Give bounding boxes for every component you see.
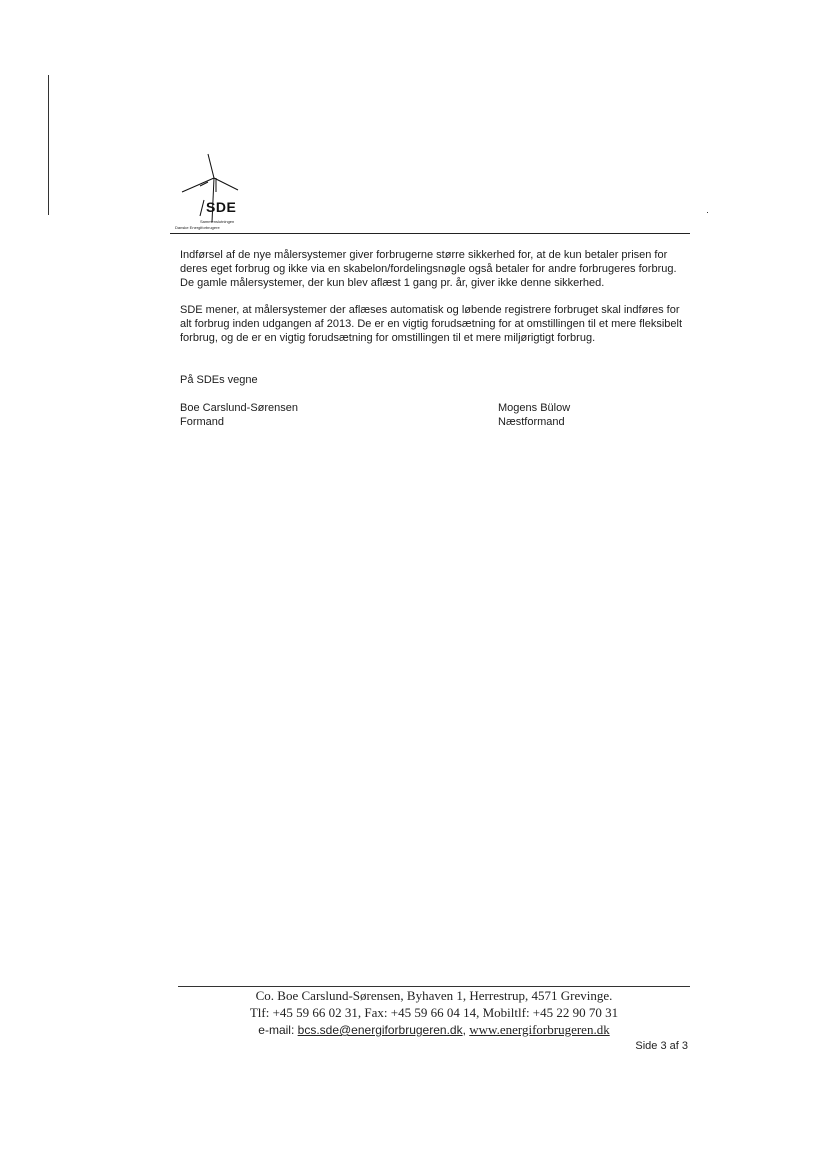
footer-divider xyxy=(178,986,690,987)
closing-line: På SDEs vegne xyxy=(180,374,258,386)
website-link[interactable]: www.energiforbrugeren.dk xyxy=(469,1022,610,1037)
body-paragraph: Indførsel af de nye målersystemer giver forbrugerne større sikkerhed for, at de kun betaler prisen for deres eget forbrug og ikke via en skabelon/fordelingsnøgle også betaler for andre forbrugeres forbrug. De gamle målersystemer, der kun blev aflæst 1 gang pr. år, giver ikke denne sikkerhed. xyxy=(180,249,677,289)
signatory-title: Næstformand xyxy=(498,416,565,428)
logo-wordmark: SDE xyxy=(206,199,237,215)
page-number: Side 3 af 3 xyxy=(635,1040,688,1052)
logo-subtitle: Danske Energiforbrugere xyxy=(175,225,220,230)
sde-logo xyxy=(175,152,288,232)
scan-edge-mark xyxy=(48,75,49,215)
footer-phones: Tlf: +45 59 66 02 31, Fax: +45 59 66 04 14, Mobiltlf: +45 22 90 70 31 xyxy=(249,1005,619,1020)
footer-address: Co. Boe Carslund-Sørensen, Byhaven 1, Herrestrup, 4571 Grevinge. xyxy=(255,988,613,1003)
email-link[interactable]: bcs.sde@energiforbrugeren.dk xyxy=(297,1023,463,1037)
footer-contact: e-mail: bcs.sde@energiforbrugeren.dk, www.energiforbrugeren.dk xyxy=(258,1022,610,1037)
email-label: e-mail: xyxy=(258,1023,295,1037)
logo-subtitle: Sammenslutningen xyxy=(200,219,235,224)
header-divider xyxy=(170,233,690,234)
signatory-name: Mogens Bülow xyxy=(498,402,571,414)
signatory-name: Boe Carslund-Sørensen xyxy=(180,402,299,414)
scan-dot xyxy=(707,212,708,213)
signatory-title: Formand xyxy=(180,416,225,428)
body-paragraph: SDE mener, at målersystemer der aflæses automatisk og løbende registrere forbruget skal indføres for alt forbrug inden udgangen af 2013. De er en vigtig forudsætning for at omstillingen til et mere fleksibelt forbrug, og de er en vigtig forudsætning for omstillingen til et mere miljørigtigt forbrug. xyxy=(180,304,683,344)
